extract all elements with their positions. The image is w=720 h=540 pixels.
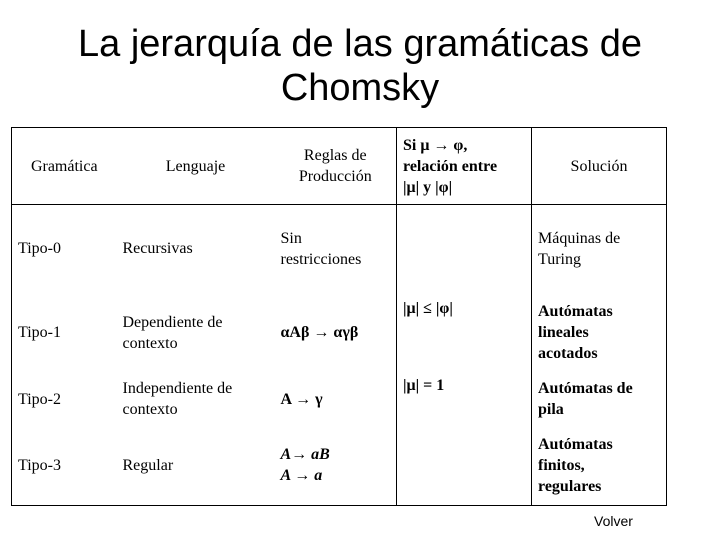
cell-solucion-line1: Autómatas — [538, 435, 613, 453]
cell-reglas: αAβ → αγβ — [280, 324, 359, 341]
cell-relacion: |μ| ≤ |φ| — [397, 292, 532, 373]
cell-solucion-line2: Turing — [538, 250, 581, 268]
slide-title — [0, 22, 720, 110]
header-reglas-line2: Producción — [298, 168, 372, 185]
cell-solucion-line2: lineales — [538, 324, 589, 341]
header-relacion-line1: Si μ → φ, — [403, 136, 468, 154]
header-solucion: Solución — [532, 128, 667, 205]
slide-title-line2: Chomsky — [280, 67, 440, 109]
cell-reglas — [275, 205, 397, 293]
table-row — [12, 425, 667, 506]
cell-solucion-line3: acotados — [538, 345, 598, 362]
cell-relacion — [397, 425, 532, 506]
table-row — [12, 205, 667, 293]
slide-title-line1: La jerarquía de las gramáticas de — [78, 23, 642, 65]
cell-reglas-line2: restricciones — [280, 250, 362, 268]
cell-solucion-line1: Autómatas de — [538, 380, 633, 397]
cell-solucion-line1: Autómatas — [538, 303, 613, 320]
cell-solucion — [532, 205, 667, 293]
cell-reglas: A → γ — [280, 390, 323, 408]
cell-solucion-line2: pila — [538, 401, 564, 418]
cell-gramatica: Tipo-3 — [12, 425, 117, 506]
header-relacion — [397, 128, 532, 205]
cell-solucion — [532, 425, 667, 506]
cell-solucion-line1: Máquinas de — [538, 229, 621, 247]
cell-gramatica: Tipo-0 — [12, 205, 117, 293]
table-row — [12, 373, 667, 425]
table-row — [12, 292, 667, 373]
cell-solucion-line2: finitos, — [538, 456, 585, 474]
cell-lenguaje — [117, 373, 275, 425]
cell-solucion-line3: regulares — [538, 477, 602, 495]
table-header-row — [12, 128, 667, 205]
cell-lenguaje-line1: Dependiente de — [122, 313, 223, 331]
cell-relacion — [397, 205, 532, 293]
cell-lenguaje — [117, 292, 275, 373]
header-relacion-line2: relación entre — [403, 157, 498, 175]
cell-lenguaje-line1: Independiente de — [122, 380, 233, 397]
cell-solucion — [532, 292, 667, 373]
cell-lenguaje-line2: contexto — [122, 334, 178, 352]
cell-reglas-line1: A→ aB — [280, 446, 330, 463]
cell-gramatica: Tipo-2 — [12, 373, 117, 425]
cell-reglas-line1: Sin — [280, 229, 302, 247]
header-relacion-line3: |μ| y |φ| — [403, 178, 453, 196]
cell-relacion: |μ| = 1 — [397, 373, 532, 425]
header-gramatica: Gramática — [12, 128, 117, 205]
cell-lenguaje: Recursivas — [122, 240, 193, 257]
cell-lenguaje-line2: contexto — [122, 401, 178, 418]
header-lenguaje: Lenguaje — [117, 128, 275, 205]
header-reglas — [275, 128, 397, 205]
cell-reglas-line2: A → a — [280, 467, 323, 484]
chomsky-hierarchy-table — [11, 127, 667, 506]
cell-reglas — [275, 425, 397, 506]
header-reglas-line1: Reglas de — [303, 147, 367, 164]
cell-gramatica: Tipo-1 — [12, 292, 117, 373]
cell-solucion — [532, 373, 667, 425]
cell-lenguaje: Regular — [117, 425, 275, 506]
volver-link[interactable]: Volver — [594, 513, 633, 529]
